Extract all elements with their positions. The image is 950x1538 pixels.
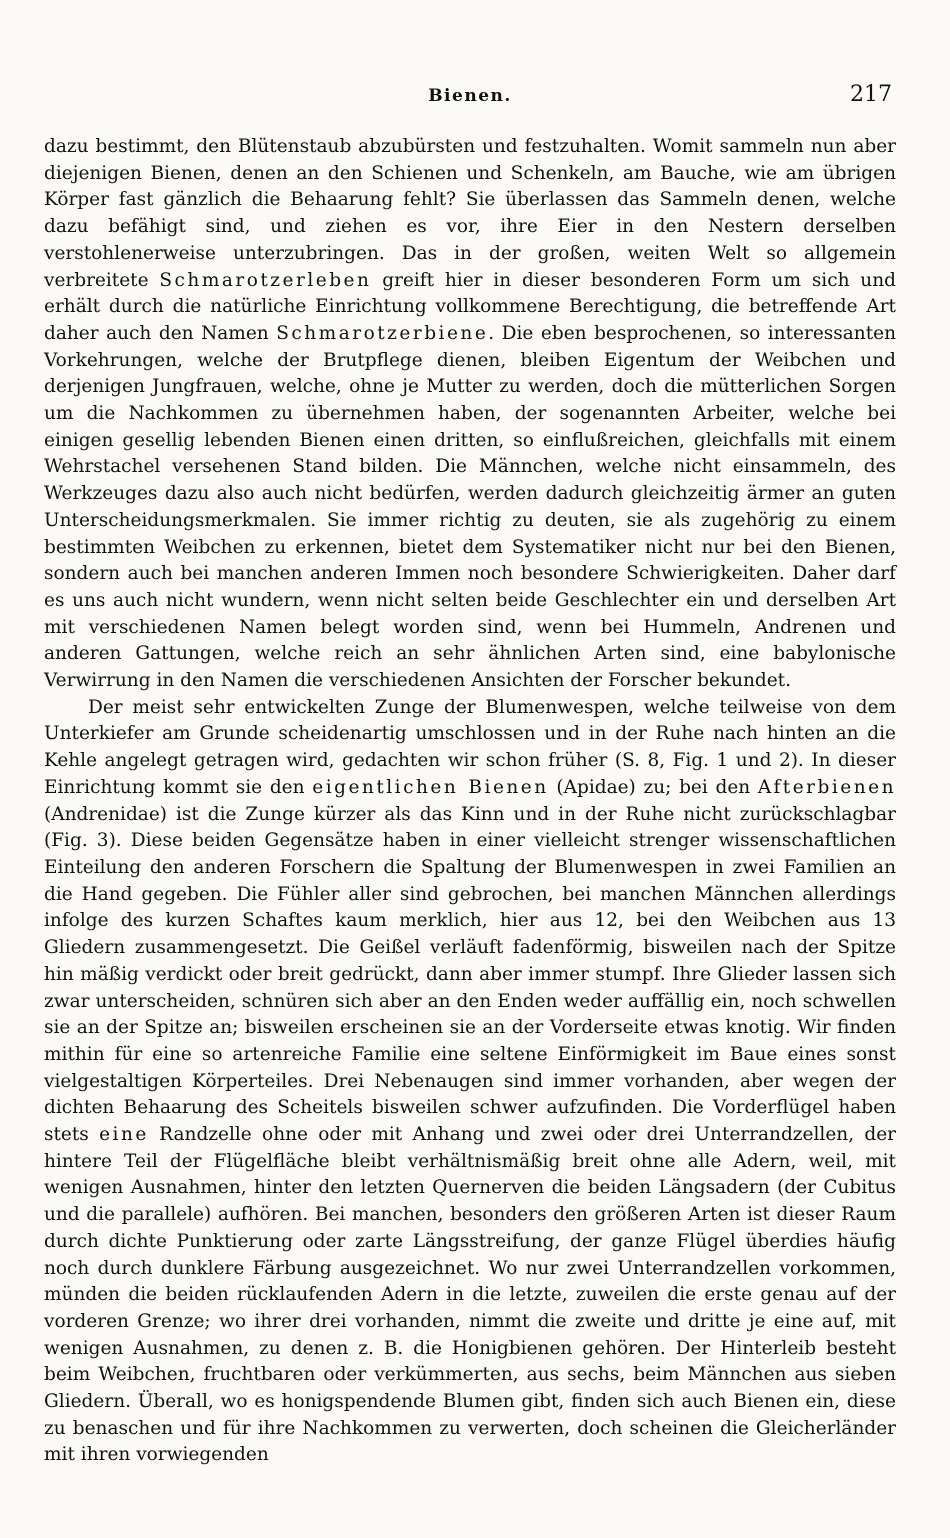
text-segment: (Apidae) zu; bei den	[548, 776, 758, 798]
text-segment: (Andrenidae) ist die Zunge kürzer als das Kinn und in der Ruhe nicht zurückschlagbar (Fig. 3). Diese beiden Gegensätze haben in einer vielleicht strenger wissenschaftlichen Einteilung den anderen Forschern die Spaltung der Blumenwespen in zwei Familien an die Hand gegeben. Die Fühler aller sind gebrochen, bei manchen Männchen allerdings infolge des kurzen Schaftes kaum merklich, hier aus 12, bei den Weibchen aus 13 Gliedern zusammengesetzt. Die Geißel verläuft fadenförmig, bisweilen nach der Spitze hin mäßig verdickt oder breit gedrückt, dann aber immer stumpf. Ihre Glieder lassen sich zwar unterscheiden, schnüren sich aber an den Enden weder auffällig ein, noch schwellen sie an der Spitze an; bisweilen erscheinen sie an der Vorderseite etwas knotig. Wir finden mithin für eine so artenreiche Familie eine seltene Einförmigkeit im Baue eines sonst vielgestaltigen Körperteiles. Drei Nebenaugen sind immer vorhanden, aber wegen der dichten Behaarung des Scheitels bisweilen schwer aufzufinden. Die Vorderflügel haben stets	[44, 803, 896, 1146]
spaced-term: Afterbienen	[757, 776, 896, 798]
spaced-term: eine	[99, 1124, 149, 1146]
text-segment: Randzelle ohne oder mit Anhang und zwei oder drei Unterrandzellen, der hintere Teil der Flügelfläche bleibt verhältnismäßig breit ohne alle Adern, weil, mit wenigen Ausnahmen, hinter den letzten Quernerven die beiden Längsadern (der Cubitus und die parallele) aufhören. Bei manchen, besonders den größeren Arten ist dieser Raum durch dichte Punktierung oder zarte Längsstreifung, der ganze Flügel überdies häufig noch durch dunklere Färbung ausgezeichnet. Wo nur zwei Unterrandzellen vorkommen, münden die beiden rücklaufenden Adern in die letzte, zuweilen die erste genau auf der vorderen Grenze; wo ihrer drei vorhanden, nimmt die zweite und dritte je eine auf, mit wenigen Ausnahmen, zu denen z. B. die Honigbienen gehören. Der Hinterleib besteht beim Weibchen, fruchtbaren oder verkümmerten, aus sechs, beim Männchen aus sieben Gliedern. Überall, wo es honigspendende Blumen gibt, finden sich auch Bienen ein, diese zu benaschen und für ihre Nachkommen zu verwerten, doch scheinen die Gleicherländer mit ihren vorwiegenden	[44, 1124, 897, 1466]
running-title: Bienen.	[428, 86, 512, 106]
paragraph-2	[44, 695, 896, 1469]
text-segment: dazu bestimmt, den Blütenstaub abzubürsten und festzuhalten. Womit sammeln nun aber diejenigen Bienen, denen an den Schienen und Schenkeln, am Bauche, wie am übrigen Körper fast gänzlich die Behaarung fehlt? Sie überlassen das Sammeln denen, welche dazu befähigt sind, und ziehen es vor, ihre Eier in den Nestern derselben verstohlenerweise unterzubringen. Das in der großen, weiten Welt so allgemein verbreitete	[44, 136, 896, 291]
spaced-term: Schmarotzerbiene	[276, 322, 489, 344]
spaced-term: Schmarotzerleben	[159, 269, 372, 291]
text-segment: . Die eben besprochenen, so interessanten Vorkehrungen, welche der Brutpflege dienen, bleiben Eigentum der Weibchen und derjenigen Jungfrauen, welche, ohne je Mutter zu werden, doch die mütterlichen Sorgen um die Nachkommen zu übernehmen haben, der sogenannten Arbeiter, welche bei einigen gesellig lebenden Bienen einen dritten, so einflußreichen, gleichfalls mit einem Wehrstachel versehenen Stand bilden. Die Männchen, welche nicht einsammeln, des Werkzeuges dazu also auch nicht bedürfen, werden dadurch gleichzeitig ärmer an guten Unterscheidungsmerkmalen. Sie immer richtig zu deuten, sie als zugehörig zu einem bestimmten Weibchen zu erkennen, bietet dem Systematiker nicht nur bei den Bienen, sondern auch bei manchen anderen Immen noch besondere Schwierigkeiten. Daher darf es uns auch nicht wundern, wenn nicht selten beide Geschlechter ein und derselben Art mit verschiedenen Namen belegt worden sind, wenn bei Hummeln, Andrenen und anderen Gattungen, welche reich an sehr ähnlichen Arten sind, eine babylonische Verwirrung in den Namen die verschiedenen Ansichten der Forscher bekundet.	[44, 322, 896, 692]
body-text	[44, 134, 896, 1469]
text-segment: greift hier in dieser besonderen Form um sich und erhält durch die natürliche Einrichtung vollkommene Berechtigung, die betreffende Art daher auch den Namen	[44, 269, 896, 344]
paragraph-1	[44, 134, 896, 695]
spaced-term: eigentlichen Bienen	[312, 776, 549, 798]
page-header	[44, 82, 896, 116]
page-number: 217	[850, 82, 892, 107]
text-segment: Der meist sehr entwickelten Zunge der Blumenwespen, welche teilweise von dem Unterkiefer am Grunde scheidenartig umschlossen und in der Ruhe nach hinten an die Kehle angelegt getragen wird, gedachten wir schon früher (S. 8, Fig. 1 und 2). In dieser Einrichtung kommt sie den	[44, 696, 896, 798]
